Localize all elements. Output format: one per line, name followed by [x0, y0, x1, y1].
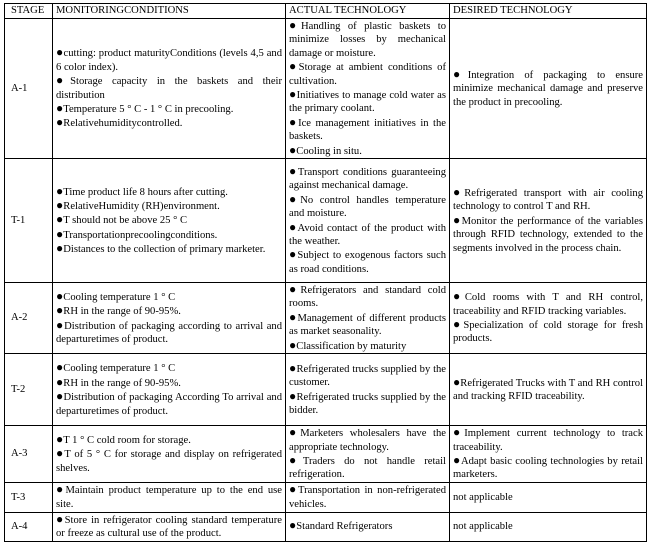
bullet-item	[56, 433, 282, 447]
bullet-item	[56, 304, 282, 318]
bullet-icon: ●	[289, 114, 299, 129]
bullet-icon: ●	[289, 59, 299, 74]
bullet-text: Avoid contact of the product with the weather.	[289, 222, 446, 247]
stage-cell: A-1	[5, 19, 53, 159]
bullet-item	[56, 483, 282, 511]
bullet-text: Distances to the collection of primary marketer.	[63, 244, 266, 256]
bullet-item	[56, 290, 282, 304]
header-actual: ACTUAL TECHNOLOGY	[286, 4, 450, 19]
bullet-item	[453, 290, 643, 318]
actual-cell	[286, 482, 450, 512]
bullet-icon: ●	[56, 446, 65, 461]
bullet-icon: ●	[56, 45, 64, 60]
bullet-item	[289, 339, 446, 353]
bullet-text: T 1 ° C cold room for storage.	[63, 434, 191, 446]
bullet-icon: ●	[289, 142, 297, 157]
bullet-icon: ●	[453, 374, 461, 389]
bullet-text: Standard Refrigerators	[296, 521, 393, 533]
bullet-text: Time product life 8 hours after cutting.	[63, 186, 228, 198]
bullet-item	[289, 193, 446, 221]
bullet-icon: ●	[289, 452, 303, 467]
bullet-item	[289, 362, 446, 390]
bullet-item	[56, 213, 282, 227]
bullet-item	[56, 46, 282, 74]
bullet-icon: ●	[453, 212, 462, 227]
bullet-icon: ●	[56, 115, 64, 130]
monitoring-cell	[53, 426, 286, 483]
bullet-text: Traders do not handle retail refrigeration.	[289, 455, 446, 481]
bullet-item	[289, 165, 446, 193]
bullet-text: Cold rooms with T and RH control, traceability and RFID tracking variables.	[453, 292, 644, 317]
bullet-icon: ●	[289, 360, 297, 375]
bullet-text: Refrigerated transport with air cooling technology to control T and RH.	[453, 188, 643, 213]
bullet-icon: ●	[56, 288, 64, 303]
bullet-icon: ●	[289, 87, 297, 102]
actual-cell	[286, 19, 450, 159]
bullet-text: Refrigerators and standard cold rooms.	[289, 285, 446, 310]
bullet-item	[56, 513, 282, 541]
bullet-icon: ●	[56, 389, 64, 404]
bullet-text: Cooling in situ.	[296, 145, 362, 157]
bullet-icon: ●	[56, 73, 71, 88]
bullet-item	[56, 390, 282, 418]
actual-cell	[286, 354, 450, 426]
bullet-item	[56, 102, 282, 116]
bullet-text: T of 5 ° C for storage and display on refrigerated shelves.	[56, 449, 283, 474]
stage-cell: A-3	[5, 426, 53, 483]
header-stage: STAGE	[5, 4, 53, 19]
monitoring-cell	[53, 159, 286, 283]
bullet-item	[56, 361, 282, 375]
bullet-icon: ●	[56, 100, 64, 115]
bullet-item	[56, 319, 282, 347]
bullet-text: Refrigerated trucks supplied by the bidder.	[289, 391, 447, 416]
bullet-item	[453, 376, 643, 404]
bullet-text: Refrigerated Trucks with T and RH control and tracking RFID traceability.	[453, 377, 644, 403]
bullet-item	[56, 447, 282, 475]
bullet-text: T should not be above 25 ° C	[63, 215, 188, 227]
bullet-icon: ●	[289, 482, 299, 497]
bullet-icon: ●	[56, 303, 64, 318]
bullet-item	[289, 283, 446, 311]
stage-cell: T-2	[5, 354, 53, 426]
bullet-item	[289, 60, 446, 88]
table-row	[5, 354, 647, 426]
bullet-item	[289, 116, 446, 144]
monitoring-cell	[53, 482, 286, 512]
bullet-item	[56, 199, 282, 213]
bullet-text: Monitor the performance of the variables through RFID technology, extended to the segments involved in the process chain.	[453, 215, 644, 254]
table-row	[5, 426, 647, 483]
bullet-item	[453, 454, 643, 482]
bullet-item	[289, 483, 446, 511]
technology-table	[4, 3, 647, 542]
bullet-icon: ●	[453, 425, 465, 440]
bullet-icon: ●	[56, 197, 64, 212]
bullet-text: Adapt basic cooling technologies by retail marketers.	[453, 455, 644, 481]
bullet-icon: ●	[289, 388, 297, 403]
bullet-icon: ●	[56, 241, 64, 256]
bullet-text: Cooling temperature 1 ° C	[63, 291, 176, 303]
bullet-icon: ●	[453, 66, 468, 81]
bullet-item	[453, 318, 643, 346]
bullet-text: Storage capacity in the baskets and their distribution	[56, 76, 282, 101]
bullet-icon: ●	[56, 360, 64, 375]
bullet-icon: ●	[289, 247, 298, 262]
bullet-text: Transport conditions guaranteeing against mechanical damage.	[289, 166, 446, 192]
bullet-text: Ice management initiatives in the baskets.	[289, 117, 446, 143]
bullet-icon: ●	[289, 18, 302, 32]
bullet-text: Cooling temperature 1 ° C	[63, 363, 176, 375]
bullet-item	[289, 19, 446, 60]
stage-cell: T-3	[5, 482, 53, 512]
desired-cell	[450, 426, 647, 483]
bullet-item	[289, 88, 446, 116]
monitoring-cell	[53, 19, 286, 159]
bullet-item	[289, 426, 446, 454]
bullet-icon: ●	[56, 317, 65, 332]
bullet-text: Marketers wholesalers have the appropriate technology.	[289, 428, 447, 453]
bullet-item	[56, 116, 282, 130]
bullet-item	[289, 248, 446, 276]
bullet-item	[289, 519, 446, 533]
bullet-item	[56, 242, 282, 256]
table-row	[5, 283, 647, 354]
bullet-text: RelativeHumidity (RH)environment.	[63, 200, 220, 212]
bullet-item	[56, 228, 282, 242]
bullet-icon: ●	[289, 425, 301, 440]
bullet-text: Handling of plastic baskets to minimize losses by mechanical damage or moisture.	[289, 21, 446, 59]
bullet-text: Implement current technology to track traceability.	[453, 428, 644, 453]
monitoring-cell	[53, 354, 286, 426]
bullet-text: Temperature 5 ° C - 1 ° C in precooling.	[63, 103, 234, 115]
bullet-icon: ●	[289, 191, 301, 206]
actual-cell	[286, 283, 450, 354]
table-row	[5, 512, 647, 541]
desired-cell: not applicable	[450, 482, 647, 512]
bullet-item	[453, 68, 643, 109]
bullet-icon: ●	[56, 374, 64, 389]
bullet-icon: ●	[453, 289, 465, 304]
bullet-icon: ●	[453, 452, 461, 467]
bullet-text: Distribution of packaging according to arrival and departuretimes of product.	[56, 320, 282, 345]
table-row	[5, 482, 647, 512]
bullet-item	[56, 376, 282, 390]
header-desired: DESIRED TECHNOLOGY	[450, 4, 647, 19]
bullet-item	[56, 74, 282, 102]
bullet-icon: ●	[289, 219, 298, 234]
stage-cell: A-4	[5, 512, 53, 541]
bullet-item	[56, 185, 282, 199]
bullet-text: No control handles temperature and moisture.	[289, 194, 446, 220]
bullet-icon: ●	[289, 163, 298, 178]
bullet-text: Specialization of cold storage for fresh products.	[453, 320, 644, 345]
bullet-icon: ●	[56, 226, 64, 241]
bullet-icon: ●	[56, 183, 64, 198]
desired-cell	[450, 354, 647, 426]
actual-cell	[286, 426, 450, 483]
bullet-text: Distribution of packaging According To arrival and departuretimes of product.	[56, 392, 283, 417]
bullet-item	[289, 390, 446, 418]
bullet-item	[453, 426, 643, 454]
bullet-text: Relativehumiditycontrolled.	[63, 118, 183, 130]
bullet-text: cutting: product maturityConditions (levels 4,5 and 6 color index).	[56, 48, 282, 73]
bullet-item	[453, 214, 643, 255]
bullet-icon: ●	[56, 431, 64, 446]
bullet-icon: ●	[453, 317, 464, 332]
actual-cell	[286, 512, 450, 541]
bullet-text: Initiatives to manage cold water as the primary coolant.	[289, 90, 446, 115]
bullet-text: Integration of packaging to ensure minimize mechanical damage and preserve the product in precooling.	[453, 69, 643, 108]
bullet-text: Management of different products as market seasonality.	[289, 312, 446, 338]
bullet-text: Maintain product temperature up to the end use site.	[56, 485, 282, 510]
bullet-icon: ●	[453, 185, 465, 200]
bullet-text: Store in refrigerator cooling standard temperature or freeze as cultural use of the product.	[56, 514, 282, 540]
bullet-item	[289, 311, 446, 339]
bullet-text: RH in the range of 90-95%.	[63, 377, 181, 389]
stage-cell: T-1	[5, 159, 53, 283]
bullet-icon: ●	[56, 212, 64, 227]
bullet-text: Subject to exogenous factors such as road conditions.	[289, 250, 446, 275]
desired-cell	[450, 283, 647, 354]
bullet-icon: ●	[289, 337, 297, 352]
bullet-icon: ●	[289, 282, 301, 297]
bullet-icon: ●	[289, 309, 298, 324]
bullet-text: Transportation in non-refrigerated vehicles.	[289, 485, 446, 510]
bullet-icon: ●	[56, 482, 66, 497]
bullet-text: Refrigerated trucks supplied by the customer.	[289, 363, 447, 389]
desired-cell: not applicable	[450, 512, 647, 541]
bullet-item	[289, 454, 446, 482]
bullet-icon: ●	[289, 518, 297, 533]
bullet-item	[453, 186, 643, 214]
bullet-item	[289, 144, 446, 158]
bullet-text: Transportationprecoolingconditions.	[63, 229, 218, 241]
actual-cell	[286, 159, 450, 283]
bullet-text: Classification by maturity	[296, 340, 407, 352]
stage-cell: A-2	[5, 283, 53, 354]
header-monitoring: MONITORINGCONDITIONS	[53, 4, 286, 19]
desired-cell	[450, 159, 647, 283]
header-row	[5, 4, 647, 19]
table-row	[5, 159, 647, 283]
monitoring-cell	[53, 512, 286, 541]
monitoring-cell	[53, 283, 286, 354]
bullet-text: RH in the range of 90-95%.	[63, 306, 181, 318]
desired-cell	[450, 19, 647, 159]
bullet-text: Storage at ambient conditions of cultivation.	[289, 62, 446, 87]
bullet-item	[289, 221, 446, 249]
bullet-icon: ●	[56, 511, 65, 526]
table-row	[5, 19, 647, 159]
